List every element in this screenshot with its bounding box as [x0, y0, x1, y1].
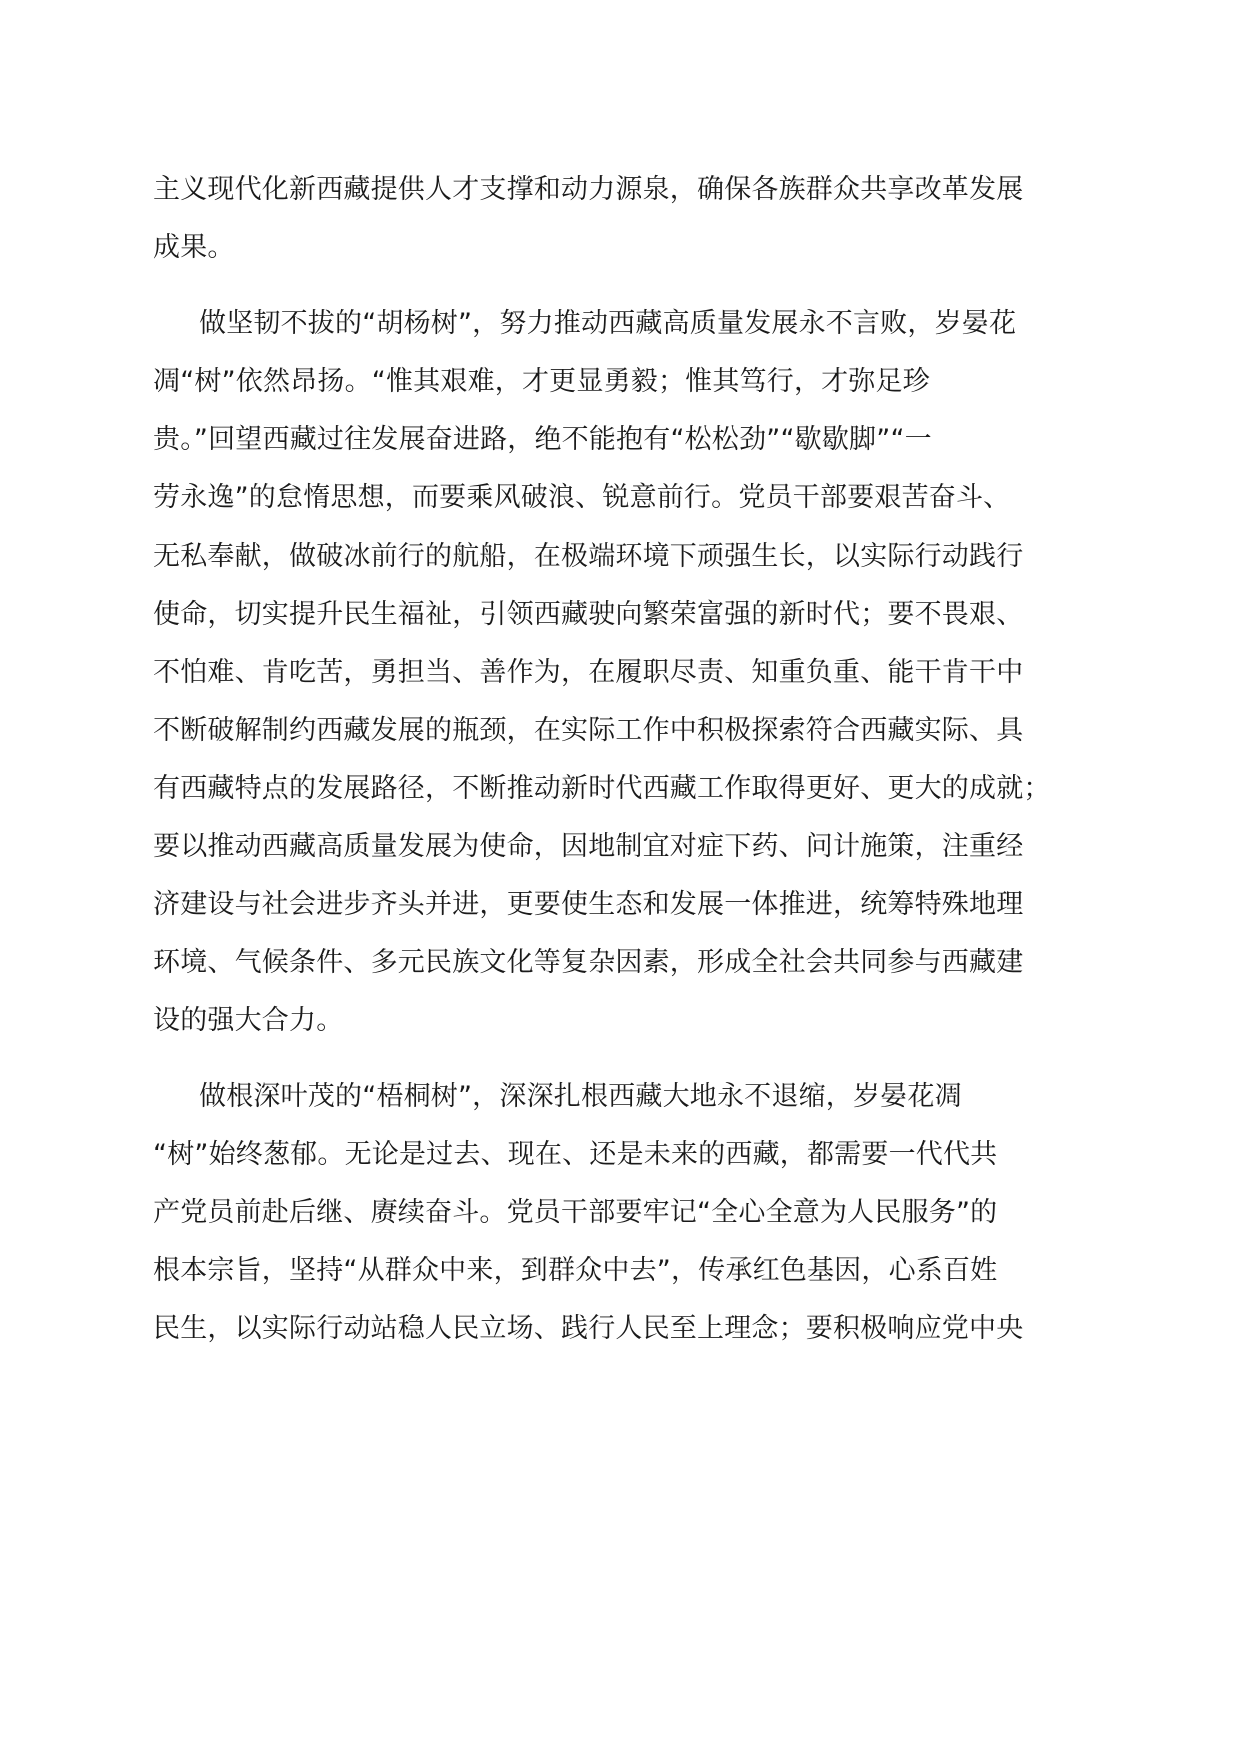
- paragraph-line: 要以推动西藏高质量发展为使命，因地制宜对症下药、问计施策，注重经: [153, 831, 1024, 862]
- paragraph-line: 无私奉献，做破冰前行的航船，在极端环境下顽强生长，以实际行动践行: [153, 541, 1024, 572]
- paragraph-line: 环境、气候条件、多元民族文化等复杂因素，形成全社会共同参与西藏建: [153, 947, 1024, 978]
- paragraph-line: 做根深叶茂的“梧桐树”，深深扎根西藏大地永不退缩，岁晏花凋: [199, 1081, 962, 1112]
- paragraph-line: 设的强大合力。: [153, 1005, 344, 1036]
- paragraph-line: 产党员前赴后继、赓续奋斗。党员干部要牢记“全心全意为人民服务”的: [153, 1197, 998, 1228]
- paragraph-line: 济建设与社会进步齐头并进，更要使生态和发展一体推进，统筹特殊地理: [153, 889, 1024, 920]
- paragraph-line: 贵。”回望西藏过往发展奋进路，绝不能抱有“松松劲”“歇歇脚”“一: [153, 424, 932, 455]
- paragraph-line: 成果。: [153, 232, 235, 263]
- paragraph-line: 劳永逸”的怠惰思想，而要乘风破浪、锐意前行。党员干部要艰苦奋斗、: [153, 482, 1011, 513]
- paragraph-line: 民生，以实际行动站稳人民立场、践行人民至上理念；要积极响应党中央: [153, 1313, 1024, 1344]
- paragraph-line: 不断破解制约西藏发展的瓶颈，在实际工作中积极探索符合西藏实际、具: [153, 715, 1024, 746]
- paragraph-line: 使命，切实提升民生福祉，引领西藏驶向繁荣富强的新时代；要不畏艰、: [153, 599, 1024, 630]
- paragraph-line: 根本宗旨，坚持“从群众中来，到群众中去”，传承红色基因，心系百姓: [153, 1255, 998, 1286]
- paragraph-line: 主义现代化新西藏提供人才支撑和动力源泉，确保各族群众共享改革发展: [153, 174, 1024, 205]
- paragraph-line: 做坚韧不拔的“胡杨树”，努力推动西藏高质量发展永不言败，岁晏花: [199, 308, 1017, 339]
- paragraph-line: 凋“树”依然昂扬。“惟其艰难，才更显勇毅；惟其笃行，才弥足珍: [153, 366, 930, 397]
- paragraph-line: 有西藏特点的发展路径，不断推动新时代西藏工作取得更好、更大的成就；: [153, 773, 1051, 804]
- paragraph-line: “树”始终葱郁。无论是过去、现在、还是未来的西藏，都需要一代代共: [153, 1139, 998, 1170]
- paragraph-line: 不怕难、肯吃苦，勇担当、善作为，在履职尽责、知重负重、能干肯干中: [153, 657, 1024, 688]
